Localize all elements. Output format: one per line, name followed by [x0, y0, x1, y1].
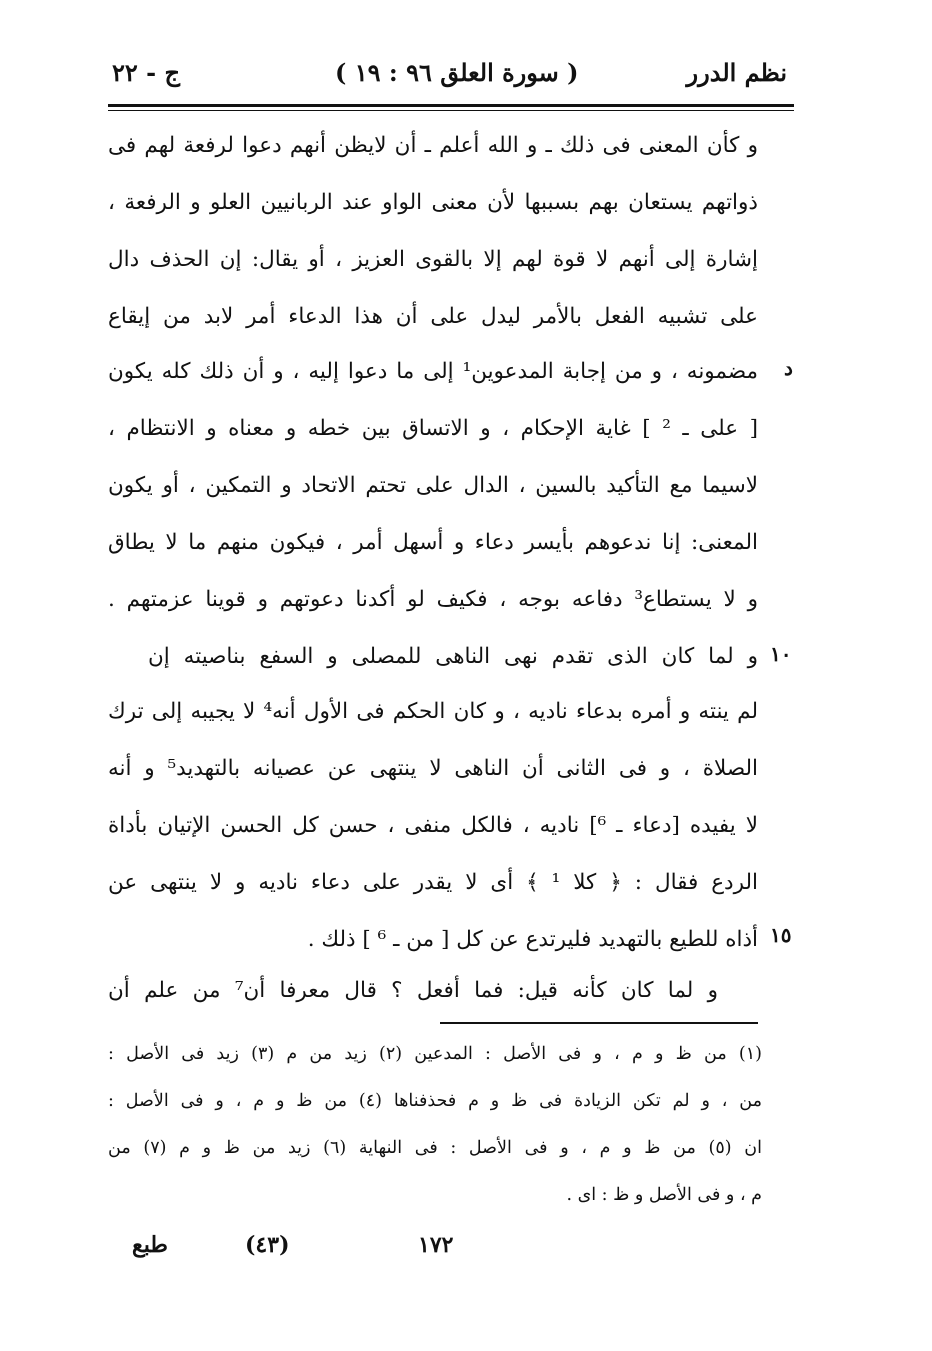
- text-line: لم ينته و أمره بدعاء ناديه ، و كان الحكم فى الأول أنه⁴ لا يجيبه إلى ترك: [108, 699, 758, 724]
- page-number: ١٧٢: [418, 1232, 454, 1258]
- book-title: نظم الدرر: [686, 58, 787, 87]
- header-rule-thick: [108, 104, 794, 107]
- text-line: لا يفيده [دعاء ـ ⁶] ناديه ، فالكل منفى ، حسن كل الحسن الإتيان بأداة: [108, 813, 758, 838]
- footnote-line: (١) من ظ و م ، و فى الأصل : المدعين (٢) زيد من م (٣) زيد فى الأصل :: [108, 1044, 762, 1064]
- margin-letter: د: [784, 356, 793, 380]
- text-line: الصلاة ، و فى الثانى أن الناهى لا ينتهى عن عصيانه بالتهديد⁵ و أنه: [108, 756, 758, 781]
- footnote-line: م ، و فى الأصل و ظ : اى .: [566, 1185, 762, 1205]
- text-line: ذواتهم يستعان بهم بسببها لأن معنى الواو عند الربانيين العلو و الرفعة ،: [108, 190, 758, 215]
- text-line: لاسيما مع التأكيد بالسين ، الدال على تحتم الاتحاد و التمكين ، أو يكون: [108, 473, 758, 498]
- text-line: الردع فقال : ﴿ كلا ¹ ﴾ أى لا يقدر على دعاء ناديه و لا ينتهى عن: [108, 870, 758, 895]
- surah-reference: ( سورة العلق ٩٦ : ١٩ ): [335, 58, 579, 87]
- text-line: مضمونه ، و من إجابة المدعوين¹ إلى ما دعوا إليه ، و أن ذلك كله يكون: [108, 359, 759, 384]
- margin-line-number-10: ١٠: [770, 642, 792, 666]
- printed-label: طبع: [132, 1232, 168, 1258]
- footnote-rule: [440, 1022, 758, 1024]
- text-line: إشارة إلى أنهم لا قوة لهم إلا بالقوى العزيز ، أو يقال: إن الحذف دال: [108, 247, 758, 272]
- footnote-line: من ، و لم تكن الزيادة فى ظ و م فحذفناها (٤) من ظ و م ، و فى الأصل :: [108, 1091, 762, 1111]
- header-rule-thin: [108, 110, 794, 111]
- text-line: و كأن المعنى فى ذلك ـ و الله أعلم ـ أن لايظن أنهم دعوا لرفعة لهم فى: [108, 133, 758, 158]
- text-line: المعنى: إنا ندعوهم بأيسر دعاء و أسهل أمر ، فيكون منهم ما لا يطاق: [108, 530, 758, 555]
- text-line: على تشبيه الفعل بالأمر ليدل على أن هذا الدعاء أمر لابد من إيقاع: [108, 304, 758, 329]
- text-line: و لما كان الذى تقدم نهى الناهى للمصلى و السفع بناصيته إن: [148, 644, 758, 669]
- text-line: و لما كان كأنه قيل: فما أفعل ؟ قال معرفا أن⁷ من علم أن: [108, 978, 718, 1003]
- margin-line-number-15: ١٥: [770, 923, 792, 947]
- footnote-line: ان (٥) من ظ و م ، و فى الأصل : فى النهاية (٦) زيد من ظ و م (٧) من: [108, 1138, 762, 1158]
- signature-mark: (٤٣): [245, 1232, 290, 1258]
- volume-number: ج - ٢٢: [112, 58, 180, 87]
- text-line: و لا يستطاع³ دفاعه بوجه ، فكيف لو أكدنا دعوتهم و قوينا عزمتهم .: [108, 587, 758, 612]
- text-line: [ على ـ ² ] غاية الإحكام ، و الاتساق بين خطه و معناه و الانتظام ،: [108, 416, 758, 441]
- text-line: أذاه للطيع بالتهديد فليرتدع عن كل [ من ـ ⁶ ] ذلك .: [307, 927, 758, 952]
